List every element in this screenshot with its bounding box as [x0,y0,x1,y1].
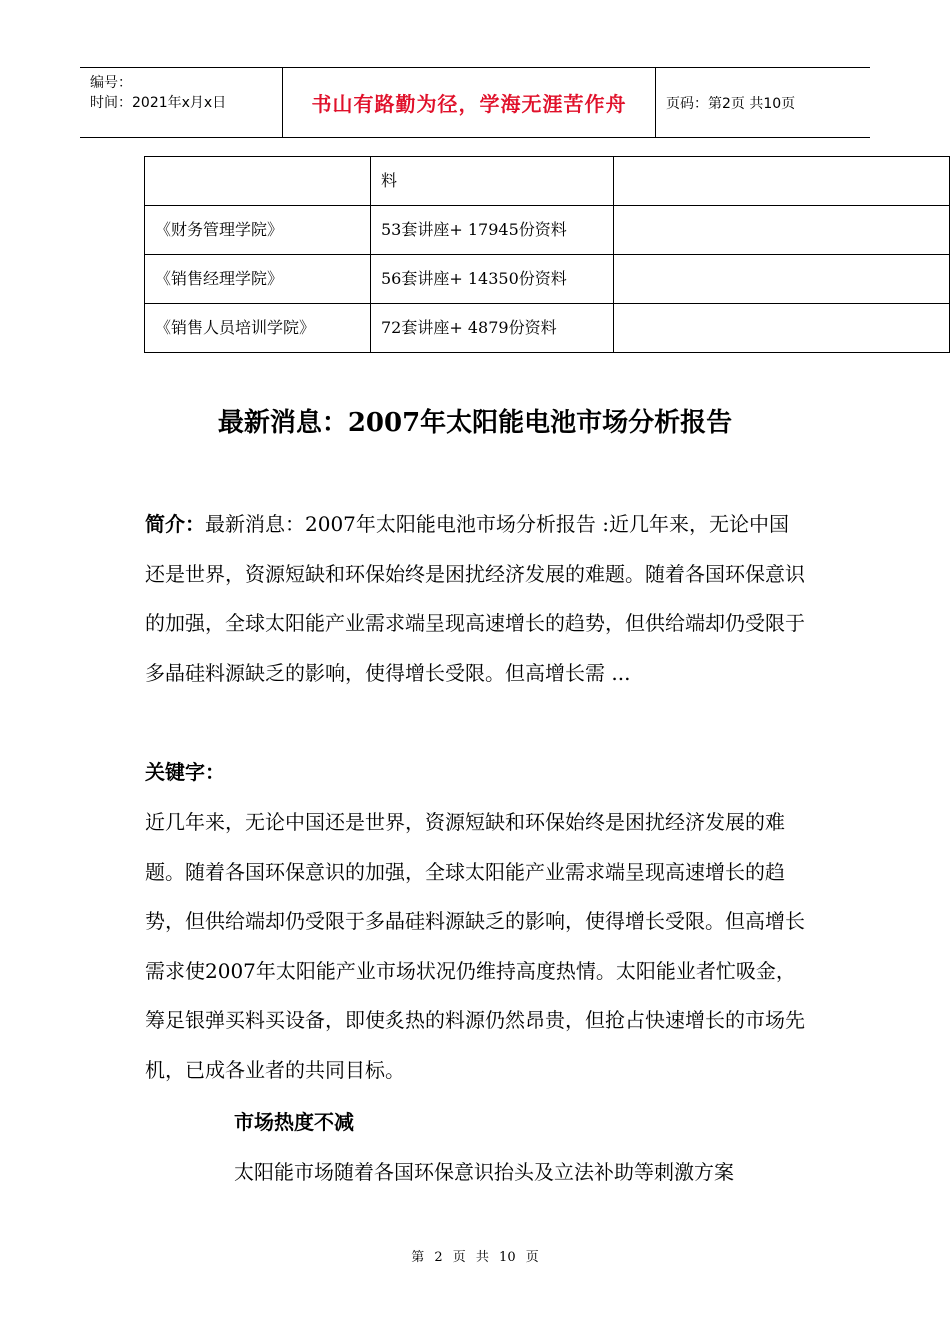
resource-table [144,156,950,353]
table-cell-extra [614,304,950,353]
table-cell-name [145,157,371,206]
table-cell-name: 《销售人员培训学院》 [145,304,371,353]
date-label: 时间：2021年x月x日 [90,95,227,111]
table-row [145,157,950,206]
table-cell-extra [614,206,950,255]
table-row [145,206,950,255]
page-header [80,67,870,138]
table-cell-content: 料 [371,157,614,206]
table-cell-content: 72套讲座+ 4879份资料 [371,304,614,353]
page-label: 页码：第2页 共10页 [666,95,796,112]
body-paragraph: 近几年来，无论中国还是世界，资源短缺和环保始终是困扰经济发展的难题。随着各国环保意识的加强，全球太阳能产业需求端呈现高速增长的趋势，但供给端却仍受限于多晶硅料源缺乏的影响，使得增长受限。但高增长需求使2007年太阳能产业市场状况仍维持高度热情。太阳能业者忙吸金，筹足银弹买料买设备，即使炙热的料源仍然昂贵，但抢占快速增长的市场先机，已成各业者的共同目标。 [145,810,805,1082]
table-cell-name: 《财务管理学院》 [145,206,371,255]
table-row [145,255,950,304]
intro-label: 简介： [145,512,205,536]
keywords-label: 关键字： [145,760,225,784]
table-cell-content: 53套讲座+ 17945份资料 [371,206,614,255]
number-label: 编号： [90,75,132,91]
table-cell-extra [614,255,950,304]
header-motto-cell [282,68,656,137]
intro-text: 最新消息：2007年太阳能电池市场分析报告 :近几年来，无论中国还是世界，资源短缺和环保始终是困扰经济发展的难题。随着各国环保意识的加强，全球太阳能产业需求端呈现高速增长的趋势，但供给端却仍受限于多晶硅料源缺乏的影响，使得增长受限。但高增长需 ... [145,512,805,685]
table-cell-name: 《销售经理学院》 [145,255,371,304]
header-page-cell [656,68,870,137]
motto-text: 书山有路勤为径，学海无涯苦作舟 [311,92,627,116]
table-cell-content: 56套讲座+ 14350份资料 [371,255,614,304]
article-title: 最新消息：2007年太阳能电池市场分析报告 [217,408,733,438]
page-footer: 第 2 页 共 10 页 [411,1250,539,1265]
section-heading: 市场热度不减 [234,1110,354,1134]
table-cell-extra [614,157,950,206]
header-meta [80,68,282,137]
section-paragraph: 太阳能市场随着各国环保意识抬头及立法补助等刺激方案 [234,1160,734,1184]
intro-paragraph [145,500,805,698]
table-row [145,304,950,353]
